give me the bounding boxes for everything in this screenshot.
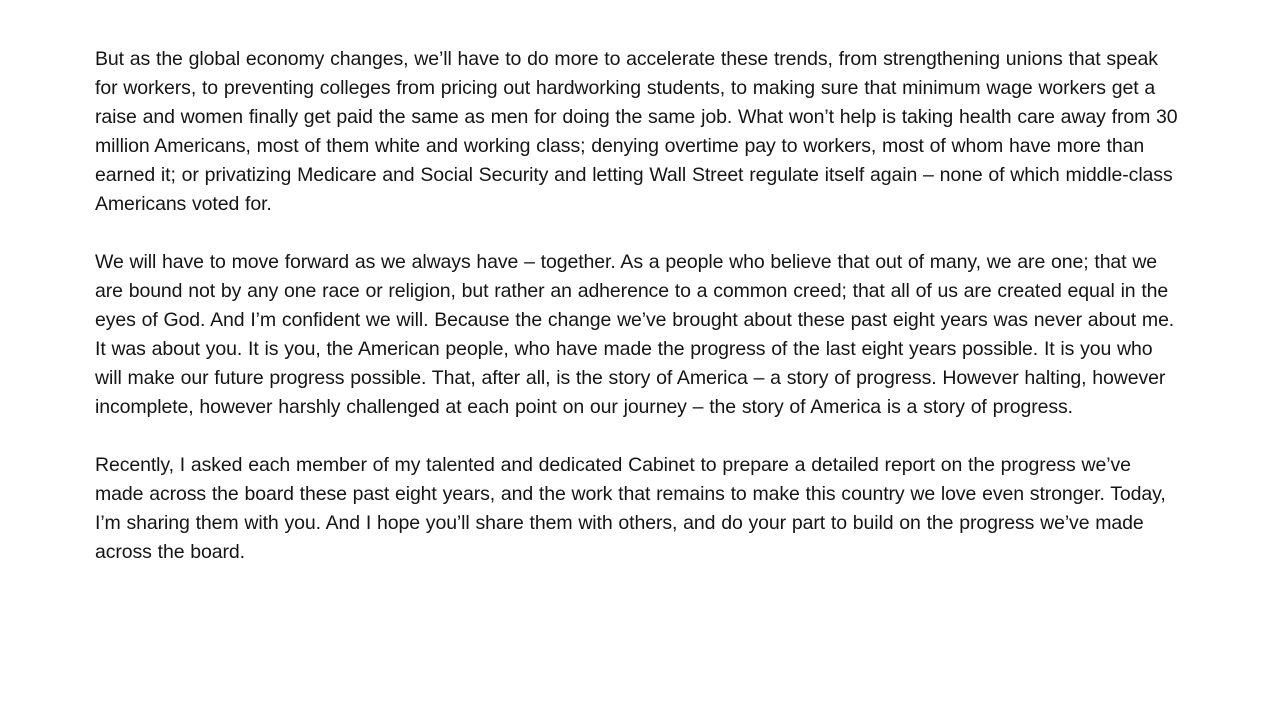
- paragraph-1: But as the global economy changes, we’ll have to do more to accelerate these trends, from strengthening unions that speak for workers, to preventing colleges from pricing out hardworking students, to making sure that minimum wage workers get a raise and women finally get paid the same as men for doing the same job. What won’t help is taking health care away from 30 million Americans, most of them white and working class; denying overtime pay to workers, most of whom have more than earned it; or privatizing Medicare and Social Security and letting Wall Street regulate itself again – none of which middle-class Americans voted for.: [95, 48, 1178, 215]
- text-body: [95, 45, 1185, 567]
- paragraph-2: We will have to move forward as we always have – together. As a people who believe that out of many, we are one; that we are bound not by any one race or religion, but rather an adherence to a common creed; that all of us are created equal in the eyes of God. And I’m confident we will. Because the change we’ve brought about these past eight years was never about me. It was about you. It is you, the American people, who have made the progress of the last eight years possible. It is you who will make our future progress possible. That, after all, is the story of America – a story of progress. However halting, however incomplete, however harshly challenged at each point on our journey – the story of America is a story of progress.: [95, 251, 1175, 418]
- paragraph-3: Recently, I asked each member of my talented and dedicated Cabinet to prepare a detailed report on the progress we’ve made across the board these past eight years, and the work that remains to make this country we love even stronger. Today, I’m sharing them with you. And I hope you’ll share them with others, and do your part to build on the progress we’ve made across the board.: [95, 454, 1166, 563]
